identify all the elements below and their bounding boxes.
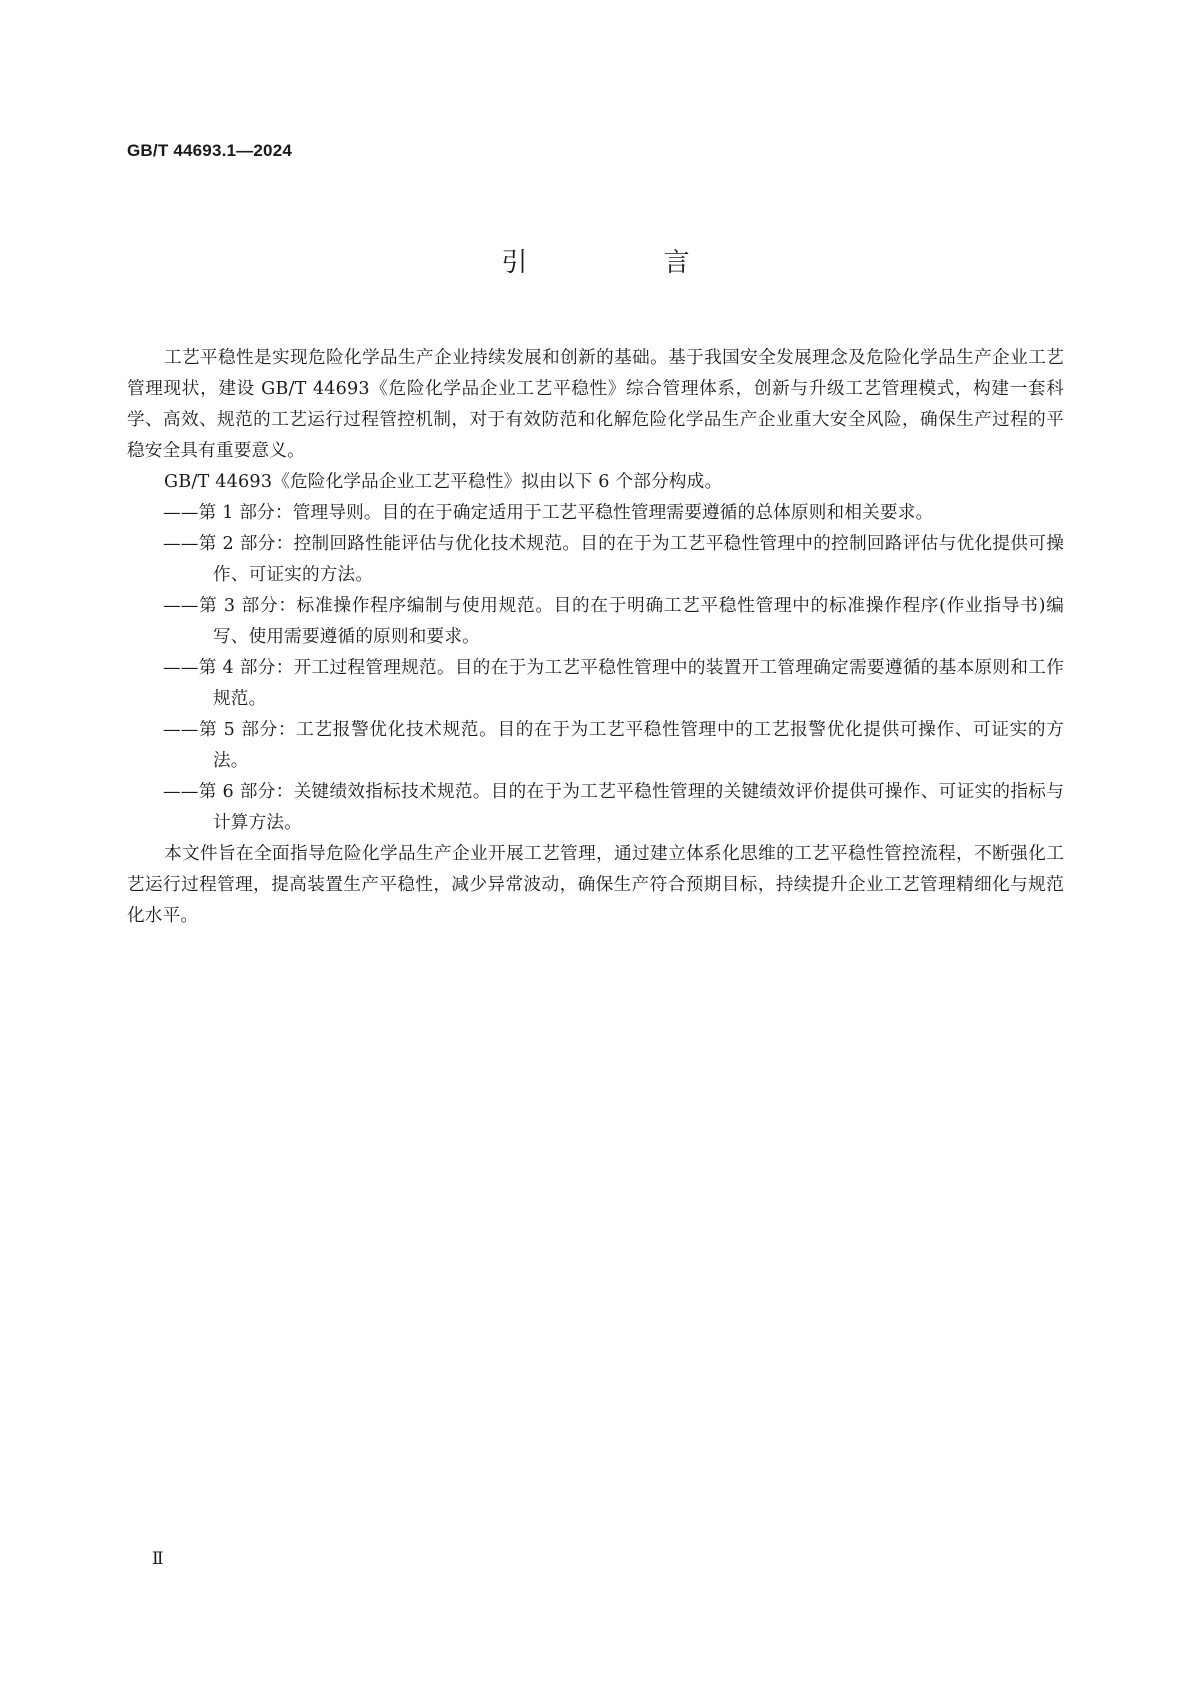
document-body: [127, 343, 1064, 932]
part-list-item: ——第 6 部分：关键绩效指标技术规范。目的在于为工艺平稳性管理的关键绩效评价提供可操作、可证实的指标与计算方法。: [163, 782, 1064, 833]
part-list-item: ——第 3 部分：标准操作程序编制与使用规范。目的在于明确工艺平稳性管理中的标准操作程序(作业指导书)编写、使用需要遵循的原则和要求。: [163, 596, 1064, 647]
part-list-item: ——第 2 部分：控制回路性能评估与优化技术规范。目的在于为工艺平稳性管理中的控制回路评估与优化提供可操作、可证实的方法。: [163, 534, 1064, 585]
page-title: 引 言: [501, 248, 754, 278]
page-number: Ⅱ: [152, 1549, 164, 1569]
part-list-item: ——第 1 部分：管理导则。目的在于确定适用于工艺平稳性管理需要遵循的总体原则和相关要求。: [163, 503, 934, 523]
parts-intro-paragraph: GB/T 44693《危险化学品企业工艺平稳性》拟由以下 6 个部分构成。: [164, 472, 723, 492]
part-list-item: ——第 5 部分：工艺报警优化技术规范。目的在于为工艺平稳性管理中的工艺报警优化提供可操作、可证实的方法。: [163, 720, 1064, 771]
part-list-item: ——第 4 部分：开工过程管理规范。目的在于为工艺平稳性管理中的装置开工管理确定需要遵循的基本原则和工作规范。: [163, 658, 1064, 709]
standard-number: GB/T 44693.1—2024: [127, 141, 292, 160]
intro-paragraph: 工艺平稳性是实现危险化学品生产企业持续发展和创新的基础。基于我国安全发展理念及危险化学品生产企业工艺管理现状，建设 GB/T 44693《危险化学品企业工艺平稳性》综合管理体系，创新与升级工艺管理模式，构建一套科学、高效、规范的工艺运行过程管控机制，对于有效防范和化解危险化学品生产企业重大安全风险，确保生产过程的平稳安全具有重要意义。: [127, 348, 1064, 461]
purpose-paragraph: 本文件旨在全面指导危险化学品生产企业开展工艺管理，通过建立体系化思维的工艺平稳性管控流程，不断强化工艺运行过程管理，提高装置生产平稳性，减少异常波动，确保生产符合预期目标，持续提升企业工艺管理精细化与规范化水平。: [127, 844, 1064, 926]
